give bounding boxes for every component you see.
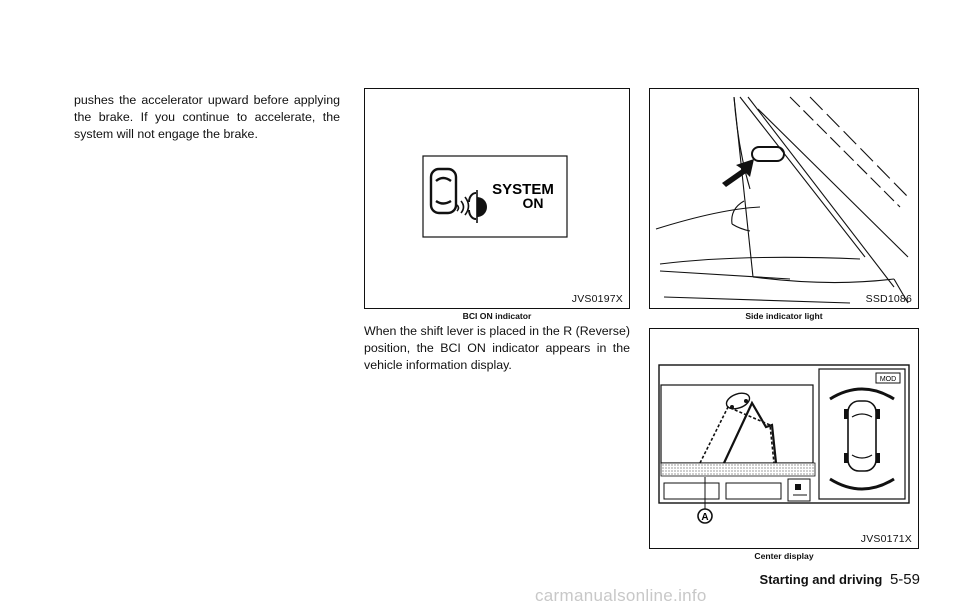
middle-paragraph <box>364 323 630 374</box>
figure-caption: BCI ON indicator <box>462 311 532 321</box>
car-icon <box>431 169 456 213</box>
section-title: Starting and driving <box>759 572 883 587</box>
bci-display-illustration <box>365 89 629 308</box>
page-number: 5-59 <box>889 571 920 588</box>
side-mirror-illustration <box>650 89 918 308</box>
system-text: SYSTEM <box>492 181 554 198</box>
paragraph-continued: pushes the accelerator upward before applying the brake. If you continue to accelerate, the system will not engage the brake. <box>74 93 340 141</box>
on-text: ON <box>522 195 544 211</box>
figure-caption: Center display <box>754 551 814 561</box>
watermark: carmanualsonline.info <box>535 586 707 605</box>
figure-caption: Side indicator light <box>745 311 823 321</box>
figure-code: JVS0197X <box>571 293 623 305</box>
left-paragraph <box>74 92 340 143</box>
brake-icon <box>469 190 487 223</box>
paragraph-bci: When the shift lever is placed in the R (Reverse) position, the BCI ON indicator appears in the vehicle information display. <box>364 324 630 372</box>
figure-code: JVS0171X <box>860 533 912 545</box>
sonar-waves-icon <box>457 197 469 215</box>
figure-bci-on-indicator <box>364 88 630 309</box>
mod-label: MOD <box>879 376 897 383</box>
car-top-icon <box>848 401 876 471</box>
center-display-illustration <box>650 329 918 548</box>
callout-a: A <box>701 512 709 523</box>
figure-center-display <box>649 328 919 549</box>
page-footer <box>760 571 920 588</box>
figure-side-indicator-light <box>649 88 919 309</box>
figure-code: SSD1086 <box>865 293 912 305</box>
arrow-icon <box>722 159 754 187</box>
side-light-icon <box>752 147 784 161</box>
